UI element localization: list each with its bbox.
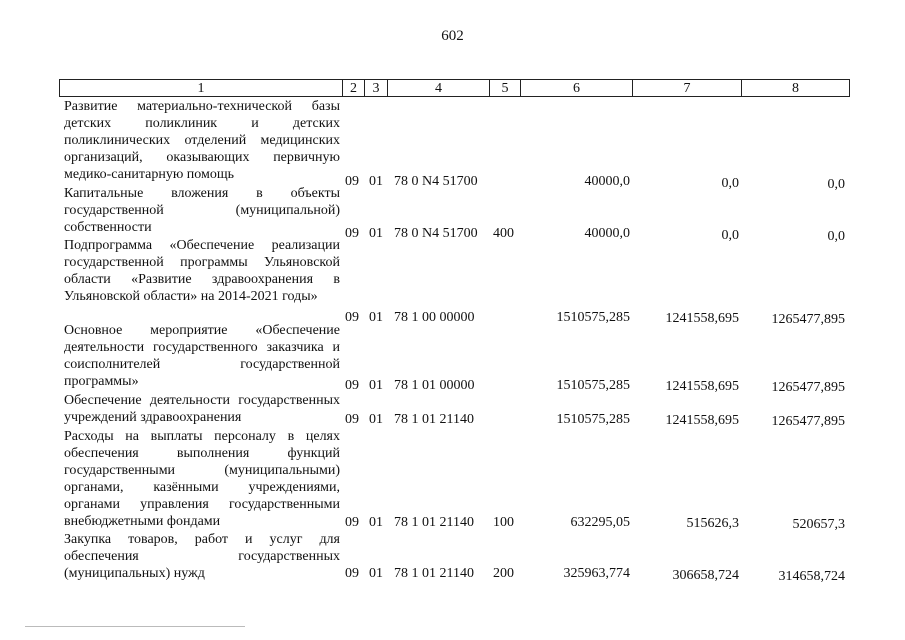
- cell-subsection: 01: [369, 226, 383, 241]
- cell-amount-8: 0,0: [827, 177, 845, 192]
- row-description: Капитальные вложения в объекты государственной (муниципальной) собственности: [64, 186, 340, 235]
- cell-subsection: 01: [369, 378, 383, 393]
- cell-subsection: 01: [369, 566, 383, 581]
- cell-amount-7: 1241558,695: [665, 379, 739, 394]
- cell-amount-6: 325963,774: [563, 566, 630, 581]
- cell-amount-8: 1265477,895: [771, 380, 845, 395]
- cell-amount-8: 314658,724: [778, 569, 845, 584]
- row-description: Обеспечение деятельности государственных учреждений здравоохранения: [64, 393, 340, 425]
- header-col-5: 5: [489, 79, 521, 97]
- cell-target-code: 78 1 01 00000: [394, 378, 475, 393]
- cell-subsection: 01: [369, 174, 383, 189]
- cell-section: 09: [345, 226, 359, 241]
- cell-section: 09: [345, 310, 359, 325]
- cell-section: 09: [345, 412, 359, 427]
- header-col-8: 8: [741, 79, 850, 97]
- cell-subsection: 01: [369, 310, 383, 325]
- cell-section: 09: [345, 566, 359, 581]
- cell-amount-6: 40000,0: [584, 174, 630, 189]
- cell-amount-7: 515626,3: [686, 516, 739, 531]
- cell-amount-6: 40000,0: [584, 226, 630, 241]
- cell-target-code: 78 1 00 00000: [394, 310, 475, 325]
- header-col-7: 7: [632, 79, 742, 97]
- cell-amount-7: 1241558,695: [665, 413, 739, 428]
- cell-section: 09: [345, 515, 359, 530]
- cell-expense-type: 100: [493, 515, 514, 530]
- scan-artifact: [25, 626, 245, 627]
- cell-amount-8: 520657,3: [792, 517, 845, 532]
- cell-amount-8: 1265477,895: [771, 312, 845, 327]
- cell-amount-7: 0,0: [721, 176, 739, 191]
- header-col-3: 3: [364, 79, 388, 97]
- header-col-4: 4: [387, 79, 490, 97]
- cell-expense-type: 400: [493, 226, 514, 241]
- header-col-2: 2: [342, 79, 365, 97]
- cell-expense-type: 200: [493, 566, 514, 581]
- cell-amount-8: 0,0: [827, 229, 845, 244]
- cell-target-code: 78 1 01 21140: [394, 515, 474, 530]
- cell-amount-6: 632295,05: [570, 515, 630, 530]
- row-description: Основное мероприятие «Обеспечение деятельности государственного заказчика и соисполнителей государственной программы»: [64, 323, 340, 389]
- cell-subsection: 01: [369, 515, 383, 530]
- cell-section: 09: [345, 174, 359, 189]
- header-col-6: 6: [520, 79, 633, 97]
- cell-section: 09: [345, 378, 359, 393]
- row-description: Закупка товаров, работ и услуг для обеспечения государственных (муниципальных) нужд: [64, 532, 340, 581]
- row-description: Подпрограмма «Обеспечение реализации государственной программы Ульяновской области «Развитие здравоохранения в Ульяновской области» на 2014-2021 годы»: [64, 238, 340, 304]
- cell-amount-6: 1510575,285: [556, 412, 630, 427]
- cell-amount-8: 1265477,895: [771, 414, 845, 429]
- cell-target-code: 78 0 N4 51700: [394, 226, 478, 241]
- row-description: Расходы на выплаты персоналу в целях обеспечения выполнения функций государственными (муниципальными) органами, казёнными учреждениями, органами управления государственными внебюджетными фондами: [64, 429, 340, 529]
- header-col-1: 1: [59, 79, 343, 97]
- page-number: 602: [441, 28, 464, 44]
- cell-target-code: 78 1 01 21140: [394, 412, 474, 427]
- cell-amount-6: 1510575,285: [556, 310, 630, 325]
- cell-amount-6: 1510575,285: [556, 378, 630, 393]
- cell-target-code: 78 0 N4 51700: [394, 174, 478, 189]
- cell-target-code: 78 1 01 21140: [394, 566, 474, 581]
- cell-amount-7: 1241558,695: [665, 311, 739, 326]
- cell-amount-7: 0,0: [721, 228, 739, 243]
- cell-subsection: 01: [369, 412, 383, 427]
- cell-amount-7: 306658,724: [672, 568, 739, 583]
- row-description: Развитие материально-технической базы детских поликлиник и детских поликлинических отделений медицинских организаций, оказывающих первичную медико-санитарную помощь: [64, 99, 340, 182]
